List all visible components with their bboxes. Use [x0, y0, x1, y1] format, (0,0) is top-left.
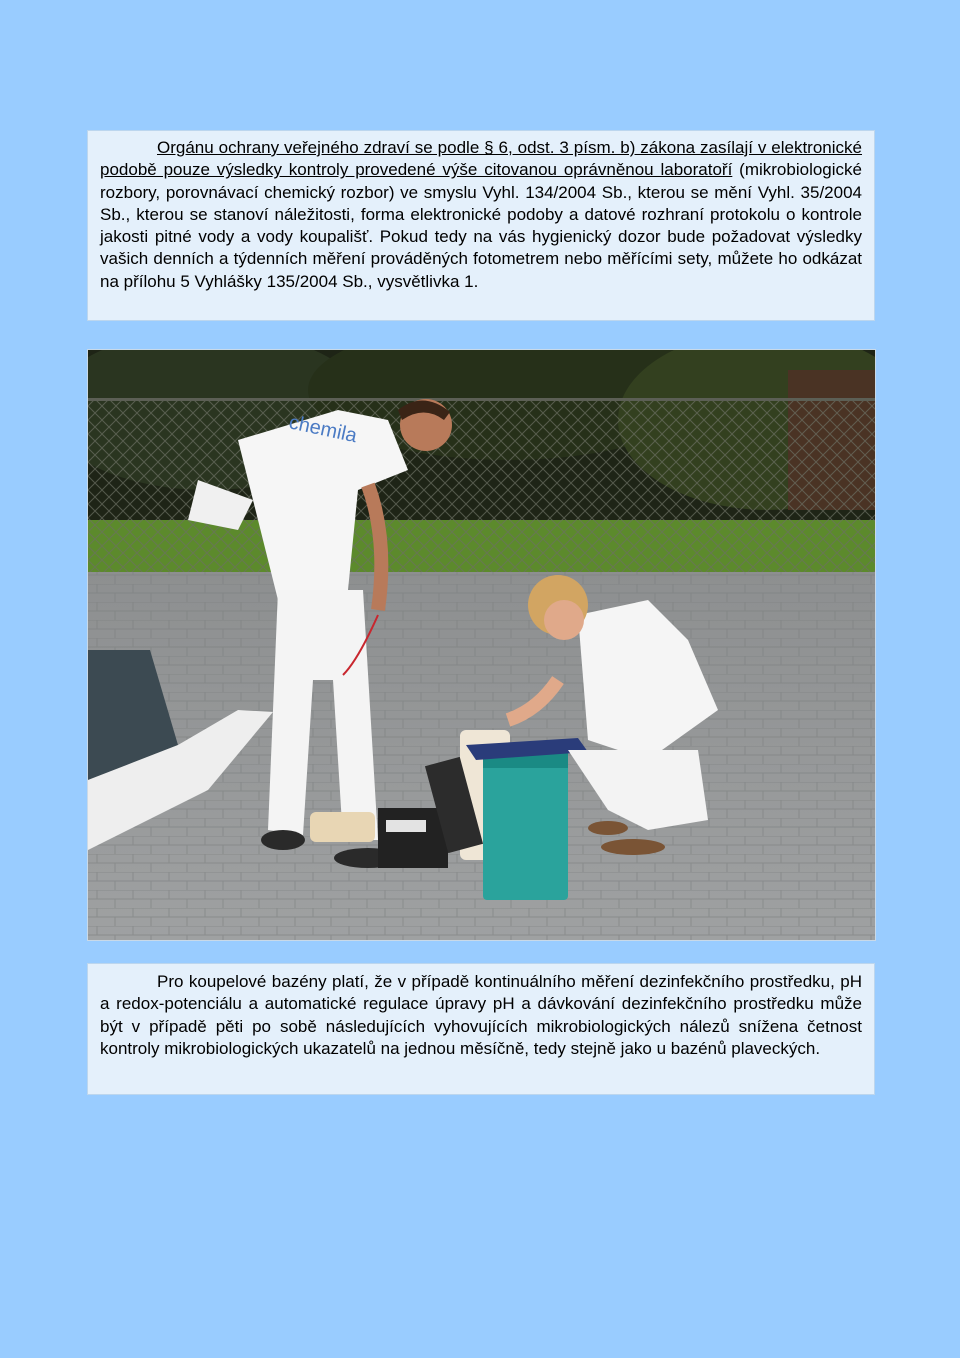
photo-water-testing — [87, 349, 876, 941]
shirt-logo: chemila — [286, 411, 359, 448]
paragraph-text: Pro koupelové bazény platí, že v případě kontinuálního měření dezinfekčního prostředku, pH a redox-potenciálu a automatické regulace úpravy pH a dávkování dezinfekčního prostředku může být v případě pěti po sobě následujících vyhovujících mikrobiologických nálezů snížena četnost kontroly mikrobiologických ukazatelů na jednou měsíčně, tedy stejně jako u bazénů plaveckých. — [100, 972, 862, 1058]
underlined-text: Orgánu ochrany veřejného zdraví se podle § 6, odst. 3 písm. b) zákona zasílají v elektronické podobě pouze výsledky kontroly provedené výše citovanou oprávněnou laboratoří — [100, 138, 862, 180]
paragraph-text-continued: Pokud tedy na vás hygienický dozor bude požadovat výsledky vašich denních a týdenních měření prováděných fotometrem nebo měřícími sety, můžete ho odkázat na přílohu 5 Vyhlášky 135/2004 Sb., vysvětlivka 1. — [100, 227, 862, 291]
intro-paragraph-box — [87, 130, 875, 321]
paragraph-text: (mikrobiologické rozbory, porovnávací chemický rozbor) ve smyslu Vyhl. 134/2004 Sb., kterou se mění Vyhl. 35/2004 Sb., kterou se stanoví náležitosti, forma elektronické podoby a datové rozhraní protokolu o kontrole jakosti pitné vody a vody koupališť. — [100, 160, 862, 247]
bathing-pools-paragraph-box — [87, 963, 875, 1095]
